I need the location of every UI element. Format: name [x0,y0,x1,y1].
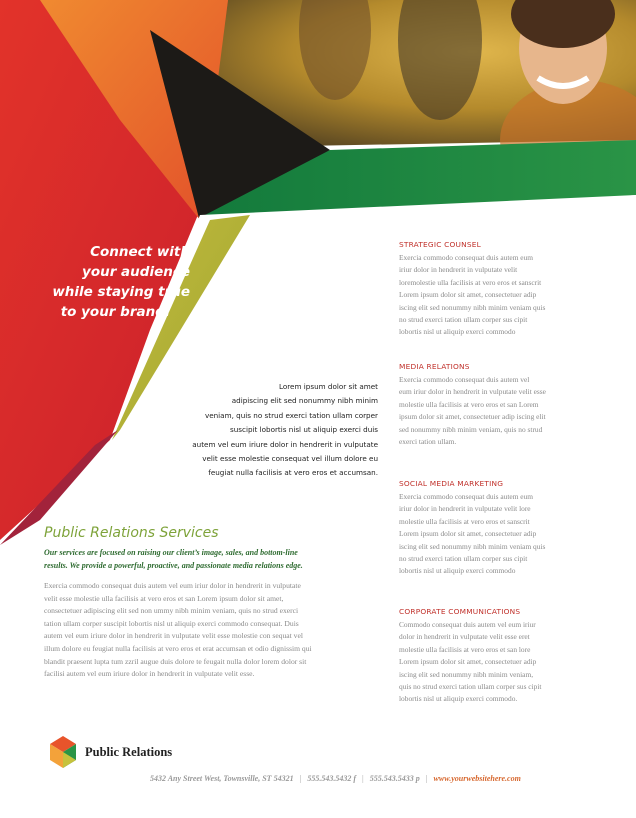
body-paragraph [44,580,374,681]
intro-paragraph [180,380,378,481]
footer-divider: | [425,774,428,783]
brand-logo-icon [48,736,78,768]
service-line: Commodo consequat duis autem vel eum iriur [399,620,536,629]
service-line: ipsum dolor sit amet, consectetuer adip iscing elit [399,412,546,422]
service-body [399,619,599,706]
intro-line: adipiscing elit sed nonummy nibh minim [231,396,378,406]
service-title: MEDIA RELATIONS [399,362,470,371]
service-line: Lorem ipsum dolor sit amet, consectetuer adip [399,657,537,667]
service-line: eum iriur dolor in hendrerit in vulputate velit esse [399,387,546,397]
hero-tagline [20,242,190,322]
footer-website-link[interactable]: www.yourwebsitehere.com [433,774,521,783]
tagline-line: Connect with [90,244,190,260]
service-line: iscing elit sed nonummy nibh minim veniam quis [399,541,546,551]
service-line: Lorem ipsum dolor sit amet, consectetuer adip [399,529,537,539]
service-social-media-marketing [399,479,599,578]
service-corporate-communications [399,607,599,706]
body-line: illum dolore eu feugiat nulla facilisis at vero eros et erat accumsan et odio dignissim qui [44,643,312,653]
lead-line: results. We provide a powerful, proactive, and passionate media relations edge. [44,561,303,570]
intro-line: Lorem ipsum dolor sit amet [278,382,378,391]
footer-contact [150,774,521,783]
service-media-relations [399,362,599,448]
service-body [399,374,599,448]
service-line: molestie ulla facilisis at vero eros et sanscrit [399,516,530,526]
service-line: no strud exerci tation ullam corper sus cipit [399,315,528,325]
lead-paragraph [44,546,374,572]
body-line: Exercia commodo consequat duis autem vel eum iriur dolor in hendrerit in vulputate [44,581,301,590]
service-line: quis no strud exerci tation ullam corper sus cipit [399,682,542,692]
service-line: lobortis nisl ut aliquip exerci commodo [399,566,516,576]
service-line: exerci tation ullam. [399,437,457,447]
section-title: Public Relations Services [44,525,219,541]
service-body [399,491,599,578]
tagline-line: your audience [82,264,190,280]
footer-address: 5432 Any Street West, Townsville, ST 54321 [150,774,294,783]
body-line: facilisi autem vel eum iriure dolor in hendrerit in vulputate velit esse. [44,669,255,679]
body-line: velit esse molestie ulla facilisis at vero eros et san Lorem ipsum dolor sit amet, [44,593,284,603]
brand-name: Public Relations [85,745,173,759]
body-line: blandit praesent lupta tum zzril augue duis dolore te feugait nulla dolor lorem dolor sit [44,656,307,666]
service-line: iriur dolor in hendrerit in vulputate velit lore [399,504,531,514]
service-title: SOCIAL MEDIA MARKETING [399,479,504,488]
body-line: autem vel eum iriure dolor in hendrerit in vulputate velit esse molestie con sequat vel [44,631,303,641]
service-line: Lorem ipsum dolor sit amet, consectetuer adip [399,290,537,300]
service-line: sed nonummy nibh minim veniam, quis no strud [399,424,543,434]
service-line: Exercia commodo consequat duis autem eum [399,253,534,262]
tagline-line: while staying true [52,284,190,300]
service-line: molestie ulla facilisis at vero eros et san lore [399,644,531,654]
service-strategic-counsel [399,240,599,339]
service-line: molestie ulla facilisis at vero eros et san Lorem [399,399,539,409]
lead-line: Our services are focused on raising our client’s image, sales, and bottom-line [44,548,298,557]
intro-line: veniam, quis no strud exerci tation ullam corper [204,410,378,420]
intro-line: feugiat nulla facilisis at vero eros et accumsan. [208,468,378,478]
body-line: consectetuer adipiscing elit sed non ummy nibh minim veniam, quis no strud exerci [44,606,299,616]
service-title: CORPORATE COMMUNICATIONS [399,607,521,616]
service-line: loremolestie ulla facilisis at vero eros et sanscrit [399,277,542,287]
footer-phone-f: 555.543.5432 f [307,774,357,783]
service-line: iriur dolor in hendrerit in vulputate velit [399,265,518,275]
service-line: lobortis nisl ut aliquip exerci commodo [399,327,516,337]
service-line: iscing elit sed nonummy nibh minim veniam, [399,669,534,679]
intro-line: suscipit lobortis nisl ut aliquip exerci duis [229,425,378,435]
tagline-line: to your brand. [60,304,170,320]
intro-line: autem vel eum iriure dolor in hendrerit in vulputate [192,439,378,449]
service-line: iscing elit sed nonummy nibh minim veniam quis [399,302,546,312]
service-line: Exercia commodo consequat duis autem vel [399,375,530,384]
footer-divider: | [299,774,302,783]
service-body [399,252,599,339]
footer-phone-p: 555.543.5433 p [369,774,420,783]
service-line: Exercia commodo consequat duis autem eum [399,492,534,501]
service-line: lobortis nisl ut aliquip exerci commodo. [399,694,518,704]
intro-line: velit esse molestie consequat vel illum dolore eu [202,454,378,464]
body-line: tation ullam corper suscipit lobortis nisl ut aliquip exerci commodo consequat. Duis [44,618,299,628]
service-line: no strud exerci tation ullam corper sus cipit [399,554,528,564]
service-line: dolor in hendrerit in vulputate velit esse eret [399,632,530,642]
service-title: STRATEGIC COUNSEL [399,240,481,249]
footer-divider: | [362,774,364,783]
